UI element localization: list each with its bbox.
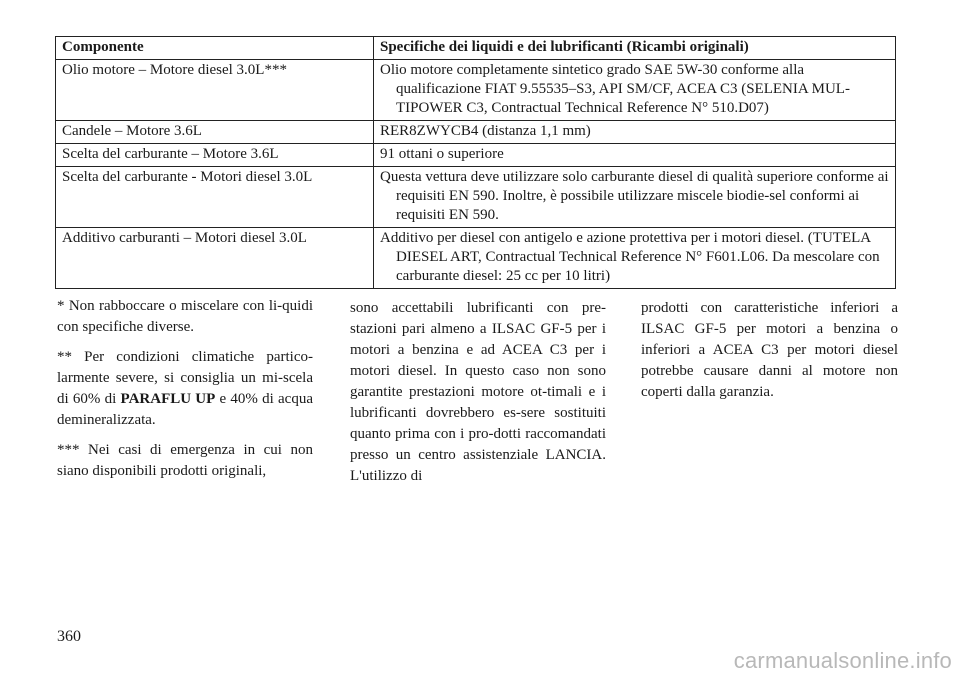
table-row [56, 228, 896, 289]
paraflu-product-name: PARAFLU UP [120, 391, 216, 407]
cell-component: Additivo carburanti – Motori diesel 3.0L [56, 228, 374, 289]
footnote-2-text: ** Per condizioni climatiche partico-larmente severe, si consiglia un mi-scela di 60% di [57, 349, 313, 407]
footnote-2 [57, 347, 313, 431]
header-spec: Specifiche dei liquidi e dei lubrificanti (Ricambi originali) [374, 37, 896, 60]
cell-spec [374, 167, 896, 228]
page-number: 360 [57, 628, 81, 645]
cell-spec [374, 228, 896, 289]
cell-spec-text: Olio motore completamente sintetico grado SAE 5W-30 conforme alla qualificazione FIAT 9.55535–S3, API SM/CF, ACEA C3 (SELENIA MUL-TIPOWER C3, Contractual Technical Reference N° 510.D07) [380, 62, 850, 116]
watermark: carmanualsonline.info [733, 648, 952, 673]
cell-spec-text: 91 ottani o superiore [380, 146, 504, 162]
header-component: Componente [56, 37, 374, 60]
cell-spec-text: Additivo per diesel con antigelo e azione protettiva per i motori diesel. (TUTELA DIESEL ART, Contractual Technical Reference N° F601.L06. Da mescolare con carburante diesel: 25 cc per 10 litri) [380, 230, 880, 284]
cell-component: Scelta del carburante – Motore 3.6L [56, 144, 374, 167]
footnote-3-end: prodotti con caratteristiche inferiori a ILSAC GF-5 per motori a benzina o inferiori a ACEA C3 per motori diesel potrebbe causare danni al motore non coperti dalla garanzia. [641, 300, 898, 400]
cell-spec [374, 121, 896, 144]
table-header-row [56, 37, 896, 60]
cell-component: Scelta del carburante - Motori diesel 3.0L [56, 167, 374, 228]
footnote-1: * Non rabboccare o miscelare con li-quidi con specifiche diverse. [57, 298, 313, 335]
notes-column-3 [641, 298, 898, 412]
cell-component: Candele – Motore 3.6L [56, 121, 374, 144]
cell-spec-text: RER8ZWYCB4 (distanza 1,1 mm) [380, 123, 591, 139]
cell-spec-text: Questa vettura deve utilizzare solo carburante diesel di qualità superiore conforme ai requisiti EN 590. Inoltre, è possibile utilizzare miscele biodie-sel conformi ai requisiti EN 590. [380, 169, 889, 223]
footnote-2-text-end: e 40% di acqua demineralizzata. [57, 391, 313, 428]
fluids-spec-table [55, 36, 896, 289]
notes-column-2 [350, 298, 606, 496]
table-row [56, 60, 896, 121]
table-row [56, 144, 896, 167]
notes-column-1 [57, 296, 313, 491]
table-row [56, 121, 896, 144]
footnote-3-middle: sono accettabili lubrificanti con pre-stazioni pari almeno a ILSAC GF-5 per i motori a benzina e ad ACEA C3 per i motori diesel. In questo caso non sono garantite prestazioni motore ot-timali e i lubrificanti dovrebbero es-sere sostituiti quanto prima con i pro-dotti raccomandati presso un centro assistenziale LANCIA. L'utilizzo di [350, 300, 606, 484]
footnote-3-start: *** Nei casi di emergenza in cui non siano disponibili prodotti originali, [57, 442, 313, 479]
cell-spec [374, 144, 896, 167]
cell-component: Olio motore – Motore diesel 3.0L*** [56, 60, 374, 121]
cell-spec [374, 60, 896, 121]
table-row [56, 167, 896, 228]
